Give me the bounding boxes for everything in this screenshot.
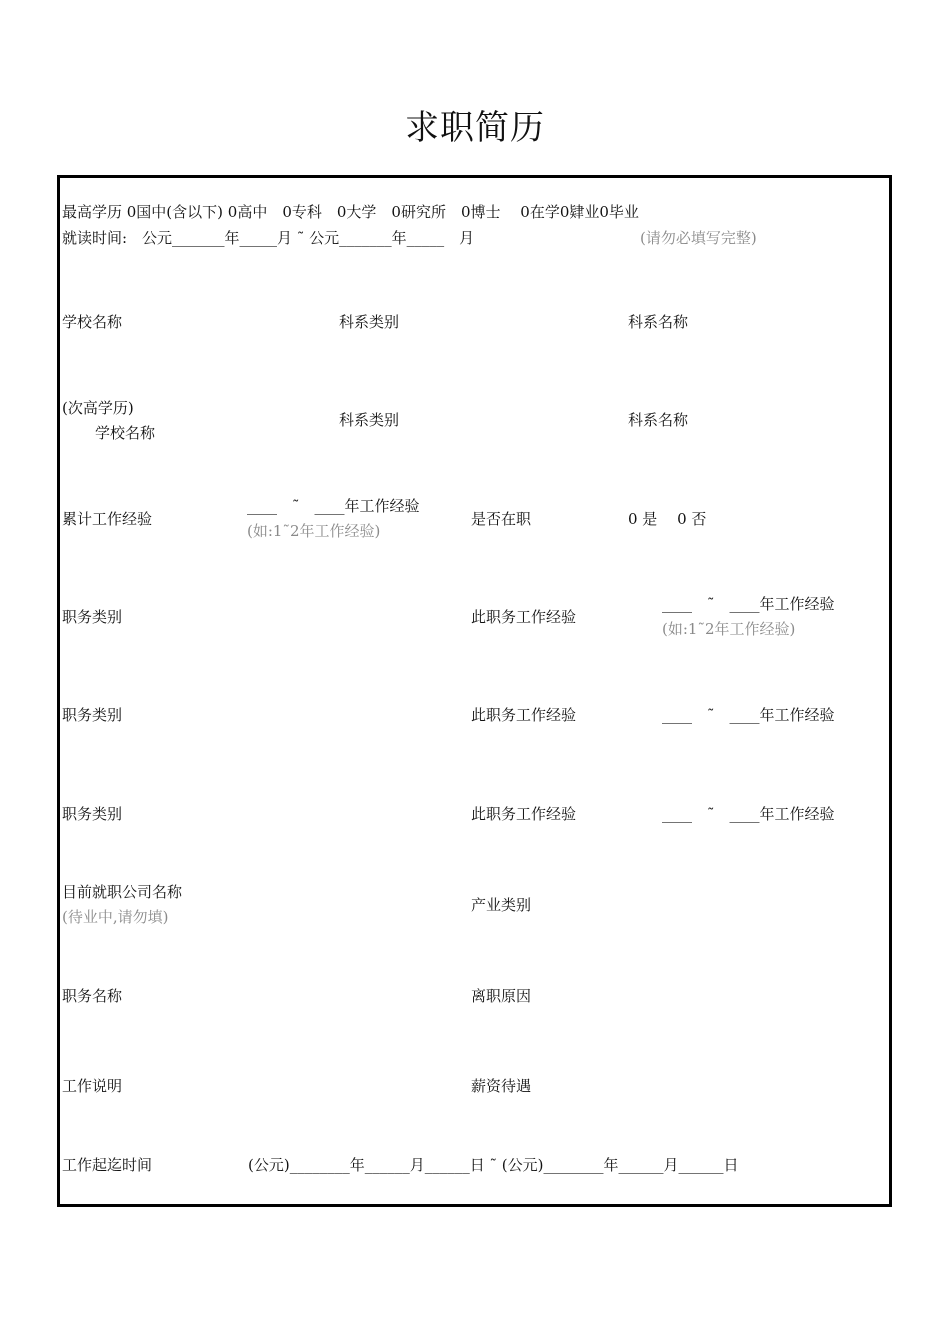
job-experience-field-3[interactable]: ____ ˜ ____年工作经验 xyxy=(662,805,835,823)
total-experience-field[interactable]: ____ ˜ ____年工作经验 xyxy=(247,497,420,515)
job-category-label-3: 职务类别 xyxy=(62,805,123,823)
job-experience-label-2: 此职务工作经验 xyxy=(471,706,577,724)
industry-label: 产业类别 xyxy=(471,896,532,914)
leave-reason-label: 离职原因 xyxy=(471,987,532,1005)
study-period-field[interactable]: 就读时间: 公元_______年_____月 ˜ 公元_______年_____ 月 xyxy=(62,229,475,247)
dept-name-label: 科系名称 xyxy=(628,313,689,331)
job-experience-field-1[interactable]: ____ ˜ ____年工作经验 xyxy=(662,595,835,613)
page-title: 求职简历 xyxy=(405,108,545,148)
salary-label: 薪资待遇 xyxy=(471,1077,532,1095)
secondary-education-label: (次高学历) xyxy=(62,399,134,417)
job-experience-field-2[interactable]: ____ ˜ ____年工作经验 xyxy=(662,706,835,724)
total-experience-label: 累计工作经验 xyxy=(62,510,153,528)
dept-type-label: 科系类别 xyxy=(339,313,400,331)
total-experience-hint: (如:1˜2年工作经验) xyxy=(247,522,381,540)
job-category-label-2: 职务类别 xyxy=(62,706,123,724)
job-experience-label-1: 此职务工作经验 xyxy=(471,608,577,626)
secondary-dept-type-label: 科系类别 xyxy=(339,411,400,429)
education-level-options[interactable]: 最高学历 0国中(含以下) 0高中 0专科 0大学 0研究所 0博士 0在学0肄业0毕业 xyxy=(62,203,639,221)
employed-options[interactable]: 0 是 0 否 xyxy=(628,510,707,528)
secondary-school-name-label: 学校名称 xyxy=(95,424,156,442)
job-description-label: 工作说明 xyxy=(62,1077,123,1095)
current-company-label: 目前就职公司名称 xyxy=(62,883,183,901)
school-name-label: 学校名称 xyxy=(62,313,123,331)
resume-form xyxy=(57,175,892,1207)
job-experience-hint-1: (如:1˜2年工作经验) xyxy=(662,620,796,638)
current-company-hint: (待业中,请勿填) xyxy=(62,908,169,926)
work-period-label: 工作起迄时间 xyxy=(62,1156,153,1174)
position-name-label: 职务名称 xyxy=(62,987,123,1005)
study-period-hint: (请勿必填写完整) xyxy=(640,229,757,247)
job-experience-label-3: 此职务工作经验 xyxy=(471,805,577,823)
secondary-dept-name-label: 科系名称 xyxy=(628,411,689,429)
employed-label: 是否在职 xyxy=(471,510,532,528)
job-category-label-1: 职务类别 xyxy=(62,608,123,626)
work-period-field[interactable]: (公元)________年______月______日 ˜ (公元)________年______月______日 xyxy=(248,1156,739,1174)
